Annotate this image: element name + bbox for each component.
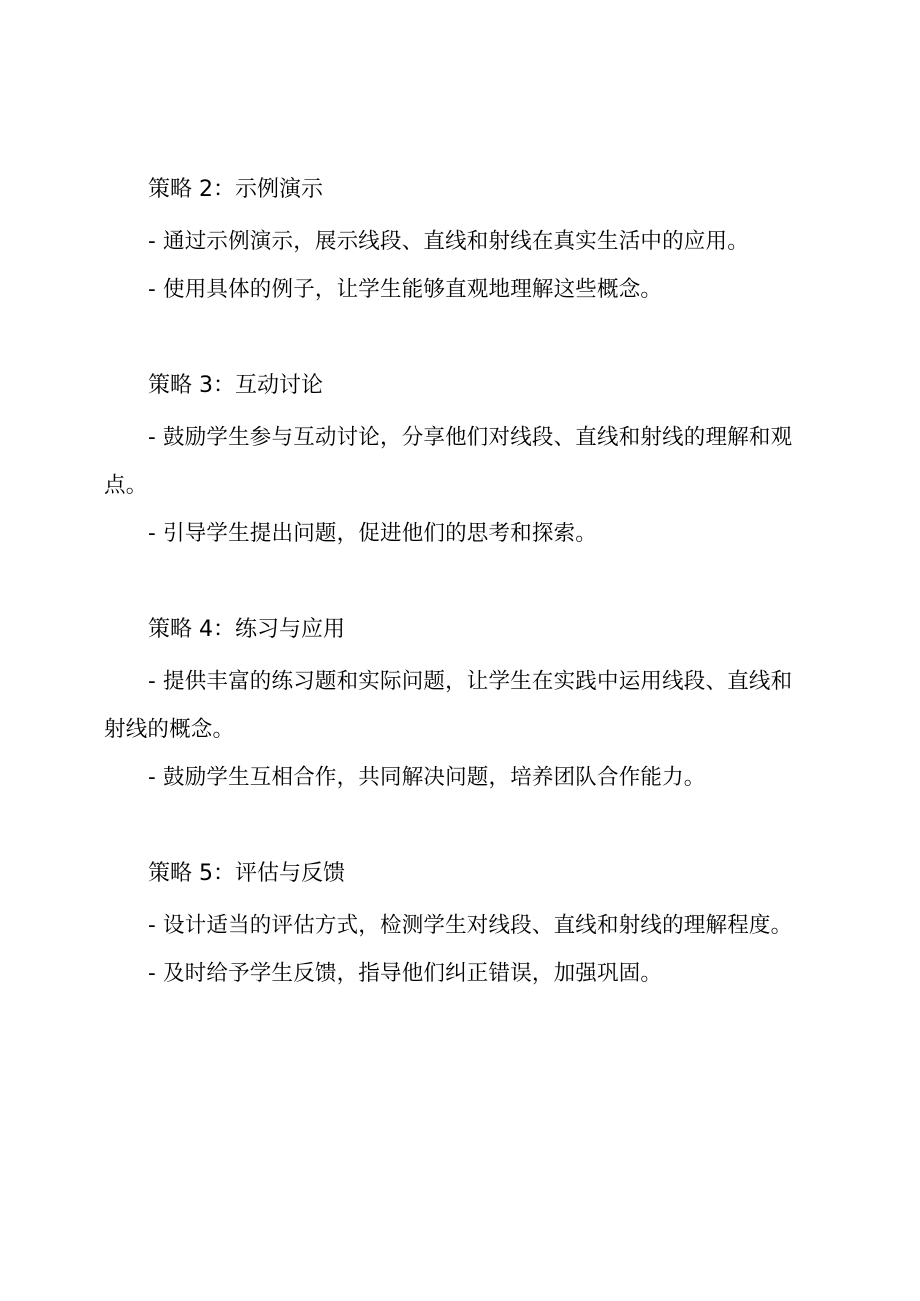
document-body [104, 170, 804, 998]
bullet-item: - 设计适当的评估方式，检测学生对线段、直线和射线的理解程度。 [148, 913, 793, 938]
bullet-item: - 引导学生提出问题，促进他们的思考和探索。 [148, 521, 597, 546]
section-heading: 策略 5：评估与反馈 [148, 861, 345, 886]
section-heading: 策略 4：练习与应用 [148, 617, 345, 642]
strategy-section-2 [104, 170, 804, 314]
section-heading: 策略 2：示例演示 [148, 177, 323, 202]
bullet-item: - 鼓励学生互相合作，共同解决问题，培养团队合作能力。 [148, 765, 706, 790]
bullet-item: - 及时给予学生反馈，指导他们纠正错误，加强巩固。 [148, 961, 663, 986]
bullet-item: - 使用具体的例子，让学生能够直观地理解这些概念。 [148, 277, 663, 302]
bullet-item: - 鼓励学生参与互动讨论，分享他们对线段、直线和射线的理解和观点。 [104, 425, 793, 498]
strategy-section-5 [104, 854, 804, 998]
bullet-item: - 提供丰富的练习题和实际问题，让学生在实践中运用线段、直线和射线的概念。 [104, 669, 793, 742]
section-heading: 策略 3：互动讨论 [148, 373, 323, 398]
strategy-section-3 [104, 366, 804, 558]
strategy-section-4 [104, 610, 804, 802]
bullet-item: - 通过示例演示，展示线段、直线和射线在真实生活中的应用。 [148, 229, 749, 254]
